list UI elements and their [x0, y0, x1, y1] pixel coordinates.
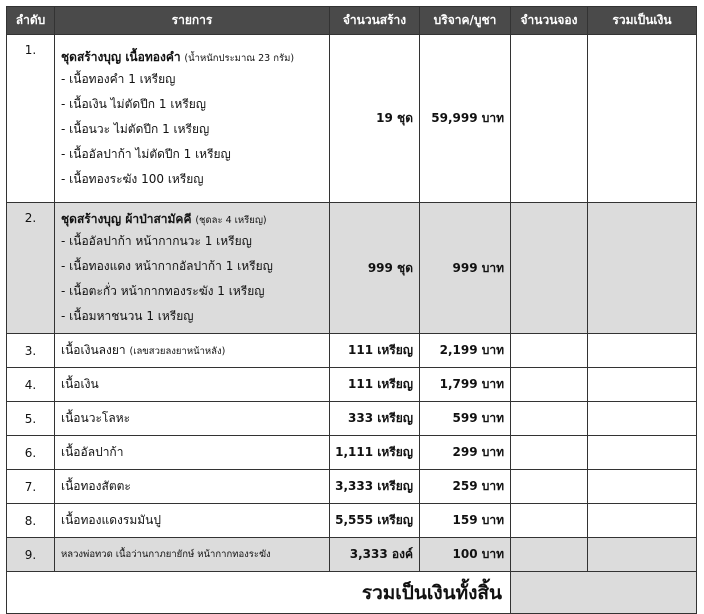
table-row [7, 334, 697, 368]
item-note: (เลขสวยลงยาหน้าหลัง) [129, 346, 226, 357]
item-note: (น้ำหนักประมาณ 23 กรัม) [184, 53, 295, 64]
item-quantity: 1,111 เหรียญ [330, 436, 420, 470]
item-quantity: 19 ชุด [330, 35, 420, 203]
item-title: ชุดสร้างบุญ เนื้อทองคำ [61, 50, 181, 64]
sum-cell[interactable] [588, 538, 697, 572]
item-price: 259 บาท [420, 470, 511, 504]
item-sub: - เนื้ออัลปาก้า ไม่ตัดปีก 1 เหรียญ [61, 147, 231, 161]
header-row [7, 7, 697, 35]
row-number: 8. [7, 504, 55, 538]
reserve-input[interactable] [511, 203, 588, 334]
item-price: 599 บาท [420, 402, 511, 436]
header-reserve: จำนวนจอง [511, 7, 588, 35]
item-sub: - เนื้อตะกั่ว หน้ากากทองระฆัง 1 เหรียญ [61, 284, 265, 298]
table-row [7, 504, 697, 538]
item-quantity: 333 เหรียญ [330, 402, 420, 436]
item-sub: - เนื้อนวะ ไม่ตัดปีก 1 เหรียญ [61, 122, 210, 136]
item-name: เนื้อทองสัตตะ [55, 470, 330, 504]
item-description [55, 334, 330, 368]
item-name: เนื้อเงินลงยา [61, 343, 126, 357]
item-quantity: 3,333 องค์ [330, 538, 420, 572]
item-quantity: 999 ชุด [330, 203, 420, 334]
item-description [55, 35, 330, 203]
table-row [7, 538, 697, 572]
row-number: 9. [7, 538, 55, 572]
sum-cell[interactable] [588, 436, 697, 470]
table-row [7, 35, 697, 203]
header-no: ลำดับ [7, 7, 55, 35]
reserve-input[interactable] [511, 35, 588, 203]
item-title: ชุดสร้างบุญ ผ้าป่าสามัคคี [61, 212, 192, 226]
item-sub: - เนื้อเงิน ไม่ตัดปีก 1 เหรียญ [61, 97, 207, 111]
sum-cell[interactable] [588, 368, 697, 402]
header-quantity: จำนวนสร้าง [330, 7, 420, 35]
header-item: รายการ [55, 7, 330, 35]
item-quantity: 111 เหรียญ [330, 368, 420, 402]
row-number: 1. [24, 43, 37, 57]
header-sum: รวมเป็นเงิน [588, 7, 697, 35]
item-sub: - เนื้อทองแดง หน้ากากอัลปาก้า 1 เหรียญ [61, 259, 273, 273]
item-sub: - เนื้ออัลปาก้า หน้ากากนวะ 1 เหรียญ [61, 234, 252, 248]
reserve-input[interactable] [511, 402, 588, 436]
sum-cell[interactable] [588, 35, 697, 203]
item-sub: - เนื้อทองระฆัง 100 เหรียญ [61, 172, 204, 186]
row-number: 2. [24, 211, 37, 225]
item-quantity: 111 เหรียญ [330, 334, 420, 368]
sum-cell[interactable] [588, 334, 697, 368]
item-price: 1,799 บาท [420, 368, 511, 402]
item-sub: - เนื้อทองคำ 1 เหรียญ [61, 72, 176, 86]
table-row [7, 368, 697, 402]
item-price: 2,199 บาท [420, 334, 511, 368]
table-row [7, 402, 697, 436]
item-price: 299 บาท [420, 436, 511, 470]
row-number: 5. [7, 402, 55, 436]
item-sub: - เนื้อมหาชนวน 1 เหรียญ [61, 309, 194, 323]
sum-cell[interactable] [588, 504, 697, 538]
row-number: 3. [7, 334, 55, 368]
row-number: 4. [7, 368, 55, 402]
item-name: เนื้อเงิน [55, 368, 330, 402]
table-row [7, 436, 697, 470]
order-form [6, 6, 696, 604]
item-quantity: 3,333 เหรียญ [330, 470, 420, 504]
total-amount-cell[interactable] [511, 572, 697, 614]
row-number: 6. [7, 436, 55, 470]
reserve-input[interactable] [511, 504, 588, 538]
header-price: บริจาค/บูชา [420, 7, 511, 35]
item-name: หลวงพ่อทวด เนื้อว่านกาภยายักษ์ หน้ากากทองระฆัง [55, 538, 330, 572]
total-label: รวมเป็นเงินทั้งสิ้น [7, 572, 511, 614]
reserve-input[interactable] [511, 538, 588, 572]
reserve-input[interactable] [511, 436, 588, 470]
item-name: เนื้ออัลปาก้า [55, 436, 330, 470]
item-quantity: 5,555 เหรียญ [330, 504, 420, 538]
table-row [7, 203, 697, 334]
reserve-input[interactable] [511, 368, 588, 402]
row-number: 7. [7, 470, 55, 504]
item-price: 159 บาท [420, 504, 511, 538]
item-price: 59,999 บาท [420, 35, 511, 203]
item-description [55, 203, 330, 334]
reserve-input[interactable] [511, 334, 588, 368]
sum-cell[interactable] [588, 203, 697, 334]
table-row [7, 470, 697, 504]
sum-cell[interactable] [588, 402, 697, 436]
item-name: เนื้อนวะโลหะ [55, 402, 330, 436]
item-price: 100 บาท [420, 538, 511, 572]
order-table [6, 6, 697, 614]
item-note: (ชุดละ 4 เหรียญ) [195, 215, 267, 226]
total-row [7, 572, 697, 614]
item-name: เนื้อทองแดงรมมันปู [55, 504, 330, 538]
reserve-input[interactable] [511, 470, 588, 504]
item-price: 999 บาท [420, 203, 511, 334]
sum-cell[interactable] [588, 470, 697, 504]
